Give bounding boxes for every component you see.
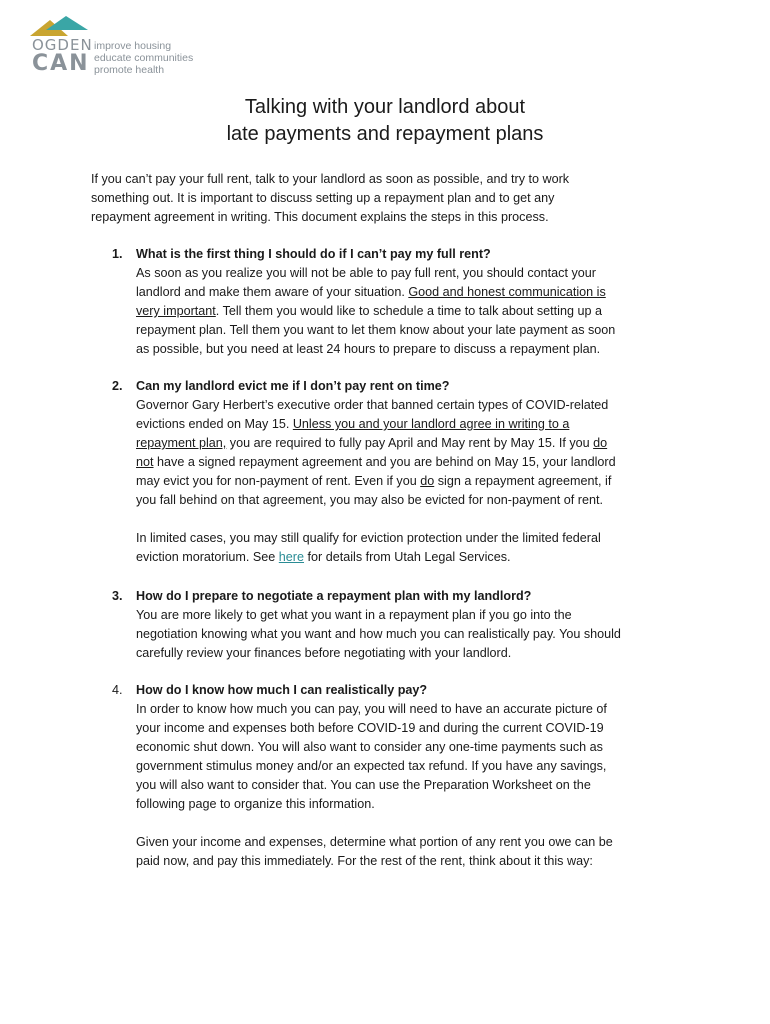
title-line: Talking with your landlord about xyxy=(244,96,526,118)
intro-paragraph xyxy=(91,170,691,227)
text-line: If you can’t pay your full rent, talk to your landlord as soon as possible, and try to work xyxy=(91,172,570,186)
house-roof-icon xyxy=(28,16,90,38)
text-line xyxy=(136,302,682,321)
here-link[interactable]: here xyxy=(278,550,305,564)
item-number: 2. xyxy=(112,379,123,393)
item-body xyxy=(136,606,682,663)
item-number: 1. xyxy=(112,247,123,261)
text-line: In order to know how much you can pay, you will need to have an accurate picture of xyxy=(136,702,607,716)
text-line: your income and expenses both before COVID-19 and during the current COVID-19 xyxy=(136,721,604,735)
logo-tagline xyxy=(94,40,193,76)
tagline-line: promote health xyxy=(94,64,165,76)
faq-item-1 xyxy=(112,245,682,359)
text-span: evictions ended on May 15. xyxy=(136,417,293,431)
text-line xyxy=(136,283,682,302)
page-title xyxy=(0,94,770,148)
faq-item-4 xyxy=(112,681,682,871)
title-line: late payments and repayment plans xyxy=(226,123,544,145)
text-line: You are more likely to get what you want in a repayment plan if you go into the xyxy=(136,608,572,622)
text-line xyxy=(136,415,682,434)
text-span: landlord and make them aware of your situation. xyxy=(136,285,409,299)
item-body xyxy=(136,700,682,871)
text-span: eviction moratorium. See xyxy=(136,550,279,564)
logo-word-can: CAN xyxy=(32,51,90,76)
item-body xyxy=(136,264,682,359)
faq-item-2 xyxy=(112,377,682,567)
text-line: something out. It is important to discuss setting up a repayment plan and to get any xyxy=(91,191,555,205)
tagline-line: improve housing xyxy=(94,40,172,52)
text-line: you will also want to consider that. You can use the Preparation Worksheet on the xyxy=(136,778,591,792)
logo-word-ogden: OGDEN xyxy=(32,36,93,54)
item-number: 3. xyxy=(112,589,123,603)
text-line: as possible, but you need at least 24 hours to prepare to discuss a repayment plan. xyxy=(136,342,601,356)
text-line: Given your income and expenses, determine what portion of any rent you owe can be xyxy=(136,835,613,849)
text-line: paid now, and pay this immediately. For the rest of the rent, think about it this way: xyxy=(136,854,593,868)
underlined-text: very important xyxy=(136,304,216,318)
text-line: following page to organize this information. xyxy=(136,797,375,811)
faq-item-3 xyxy=(112,587,682,663)
underlined-text: Unless you and your landlord agree in writing to a xyxy=(292,417,570,431)
item-body xyxy=(136,396,682,567)
text-span: may evict you for non-payment of rent. Even if you xyxy=(136,474,421,488)
text-span: sign a repayment agreement, if xyxy=(434,474,612,488)
item-heading: How do I prepare to negotiate a repayment plan with my landlord? xyxy=(136,589,532,603)
text-line: you fall behind on that agreement, you may also be evicted for non-payment of rent. xyxy=(136,493,603,507)
text-line: repayment agreement in writing. This document explains the steps in this process. xyxy=(91,210,549,224)
underlined-text: repayment plan, xyxy=(136,436,227,450)
text-line: As soon as you realize you will not be able to pay full rent, you should contact your xyxy=(136,266,596,280)
text-line xyxy=(136,472,682,491)
underlined-text: do xyxy=(593,436,608,450)
text-span: you are required to fully pay April and May rent by May 15. If you xyxy=(226,436,594,450)
item-heading: How do I know how much I can realistically pay? xyxy=(136,683,428,697)
text-line: In limited cases, you may still qualify for eviction protection under the limited federal xyxy=(136,531,601,545)
underlined-text: do xyxy=(420,474,435,488)
text-span: for details from Utah Legal Services. xyxy=(304,550,511,564)
text-line xyxy=(136,434,682,453)
text-line xyxy=(136,548,682,567)
text-line xyxy=(136,453,682,472)
item-number: 4. xyxy=(112,683,123,697)
underlined-text: Good and honest communication is xyxy=(408,285,606,299)
text-line: Governor Gary Herbert’s executive order that banned certain types of COVID-related xyxy=(136,398,609,412)
item-heading: Can my landlord evict me if I don’t pay rent on time? xyxy=(136,379,450,393)
text-span: . Tell them you would like to schedule a time to talk about setting up a xyxy=(215,304,602,318)
text-line: government stimulus money and/or an expected tax refund. If you have any savings, xyxy=(136,759,607,773)
text-line: repayment plan. Tell them you want to let them know about your late payment as soon xyxy=(136,323,616,337)
ogden-can-logo xyxy=(28,16,218,80)
text-line: economic shut down. You will also want to consider any one-time payments such as xyxy=(136,740,603,754)
tagline-line: educate communities xyxy=(94,52,194,64)
text-line: negotiation knowing what you want and how much you can realistically pay. You should xyxy=(136,627,621,641)
item-heading: What is the first thing I should do if I can’t pay my full rent? xyxy=(136,247,491,261)
underlined-text: not xyxy=(136,455,154,469)
text-span: have a signed repayment agreement and you are behind on May 15, your landlord xyxy=(153,455,616,469)
text-line: carefully review your finances before negotiating with your landlord. xyxy=(136,646,512,660)
